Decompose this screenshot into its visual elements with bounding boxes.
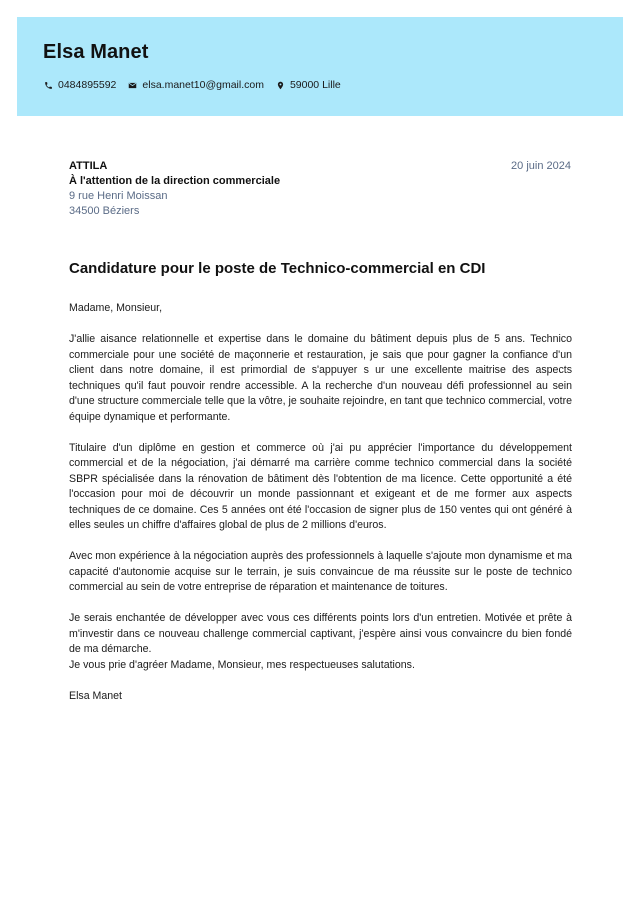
applicant-name: Elsa Manet <box>43 41 149 63</box>
letter-body <box>69 301 572 720</box>
location-pin-icon <box>276 81 285 90</box>
letter-paragraph: Titulaire d'un diplôme en gestion et commerce où j'ai pu apprécier l'importance du développement commercial et de la négociation, j'ai démarré ma carrière comme technico commercial dans la société SBPR spécialisée dans la rénovation de bâtiment dès l'obtention de ma licence. Cette opportunité a été l'occasion pour moi de découvrir un monde passionnant et exigeant et de me former aux aspects techniques de ce domaine. Ces 5 années ont été l'occasion de signer plus de 150 ventes qui ont généré à elles seules un chiffre d'affaires global de plus de 2 millions d'euros. <box>69 441 572 531</box>
phone-icon <box>44 81 53 90</box>
letter-greeting: Madame, Monsieur, <box>69 302 163 314</box>
contact-location <box>276 79 341 91</box>
contact-email <box>128 79 264 91</box>
recipient-block <box>69 159 280 219</box>
letter-signature: Elsa Manet <box>69 689 122 702</box>
contact-phone <box>44 79 116 91</box>
letter-date: 20 juin 2024 <box>511 160 571 172</box>
letter-paragraph: J'allie aisance relationnelle et expertise dans le domaine du bâtiment depuis plus de 5 ans. Technico commerciale pour une société de maçonnerie et restauration, je sais que pour gagner la confiance d'un client dans notre domaine, il est primordial de s'appuyer s ur une excellente maitrise des aspects techniques qu'il faut pouvoir rendre accessible. A la recherche d'un nouveau défi professionnel au sein d'une structure commerciale telle que la vôtre, je souhaite rejoindre, en tant que technico commercial, votre équipe dynamique et performante. <box>69 333 572 423</box>
resume-header <box>17 17 623 116</box>
letter-closing: Je vous prie d'agréer Madame, Monsieur, mes respectueuses salutations. <box>69 658 415 671</box>
phone-number: 0484895592 <box>58 79 117 91</box>
letter-paragraph: Avec mon expérience à la négociation auprès des professionnels à laquelle s'ajoute mon dynamisme et ma capacité d'autonomie acquise sur le terrain, je suis convaincue de ma réussite sur le poste de technico commercial au sein de votre entreprise de réparation et maintenance de toitures. <box>69 550 572 593</box>
letter-subject: Candidature pour le poste de Technico-commercial en CDI <box>69 260 486 277</box>
recipient-city: 34500 Béziers <box>69 205 140 217</box>
email-address: elsa.manet10@gmail.com <box>142 79 264 91</box>
recipient-street: 9 rue Henri Moissan <box>69 190 168 202</box>
recipient-attention: À l'attention de la direction commerciale <box>69 175 281 187</box>
location-text: 59000 Lille <box>289 79 341 91</box>
letter-paragraph: Je serais enchantée de développer avec vous ces différents points lors d'un entretien. Motivée et prête à m'investir dans ce nouveau challenge commercial captivant, j'espère ainsi vous convaincre du bien fondé de ma démarche. <box>69 612 572 655</box>
recipient-company: ATTILA <box>69 160 108 172</box>
contact-info <box>44 79 353 91</box>
mail-icon <box>128 81 137 90</box>
